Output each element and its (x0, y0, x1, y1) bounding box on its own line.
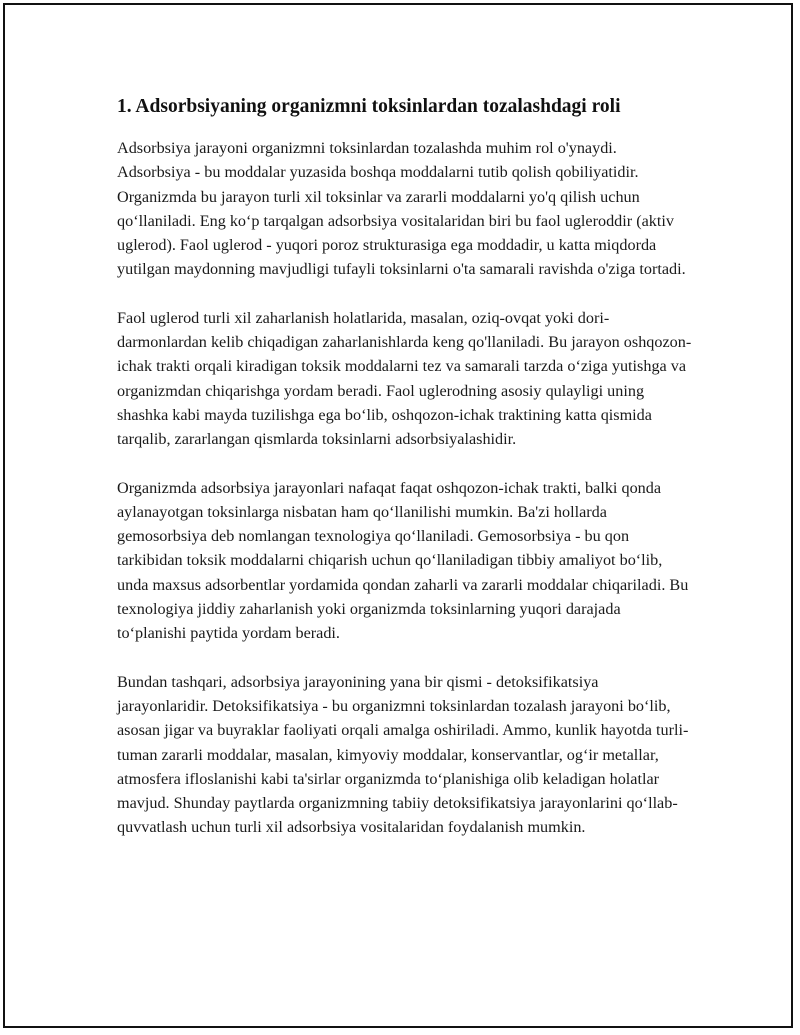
paragraph-2: Faol uglerod turli xil zaharlanish holatlarida, masalan, oziq-ovqat yoki dori-darmonlardan kelib chiqadigan zaharlanishlarda keng qo'llaniladi. Bu jarayon oshqozon-ichak trakti orqali kiradigan toksik moddalarni tez va samarali tarzda o‘ziga yutishga va organizmdan chiqarishga yordam beradi. Faol uglerodning asosiy qulayligi uning shashka kabi mayda tuzilishga ega bo‘lib, oshqozon-ichak traktining katta qismida tarqalib, zararlangan qismlarda toksinlarni adsorbsiyalashidir. (117, 308, 692, 449)
section-heading: 1. Adsorbsiyaning organizmni toksinlardan tozalashdagi roli (117, 96, 621, 117)
paragraph-3: Organizmda adsorbsiya jarayonlari nafaqat faqat oshqozon-ichak trakti, balki qonda aylanayotgan toksinlarga nisbatan ham qo‘llanilishi mumkin. Ba'zi hollarda gemosorbsiya deb nomlangan texnologiya qo‘llaniladi. Gemosorbsiya - bu qon tarkibidan toksik moddalarni chiqarish uchun qo‘llaniladigan tibbiy amaliyot bo‘lib, unda maxsus adsorbentlar yordamida qondan zaharli va zararli moddalar chiqariladi. Bu texnologiya jiddiy zaharlanish yoki organizmda toksinlarning yuqori darajada to‘planishi paytida yordam beradi. (117, 478, 689, 643)
paragraph-1: Adsorbsiya jarayoni organizmni toksinlardan tozalashda muhim rol o'ynaydi. Adsorbsiya - bu moddalar yuzasida boshqa moddalarni tutib qolish qobiliyatidir. Organizmda bu jarayon turli xil toksinlar va zararli moddalarni yo'q qilish uchun qo‘llaniladi. Eng ko‘p tarqalgan adsorbsiya vositalaridan biri bu faol ugleroddir (aktiv uglerod). Faol uglerod - yuqori poroz strukturasiga ega moddadir, u katta miqdorda yutilgan maydonning mavjudligi tufayli toksinlarni o'ta samarali ravishda o'ziga tortadi. (117, 139, 686, 279)
document-body (117, 94, 692, 864)
paragraph-4: Bundan tashqari, adsorbsiya jarayonining yana bir qismi - detoksifikatsiya jarayonlaridir. Detoksifikatsiya - bu organizmni toksinlardan tozalash jarayoni bo‘lib, asosan jigar va buyraklar faoliyati orqali amalga oshiriladi. Ammo, kunlik hayotda turli-tuman zararli moddalar, masalan, kimyoviy moddalar, konservantlar, og‘ir metallar, atmosfera ifloslanishi kabi ta'sirlar organizmda to‘planishiga olib keladigan holatlar mavjud. Shunday paytlarda organizmning tabiiy detoksifikatsiya jarayonlarini qo‘llab-quvvatlash uchun turli xil adsorbsiya vositalaridan foydalanish mumkin. (117, 672, 689, 837)
